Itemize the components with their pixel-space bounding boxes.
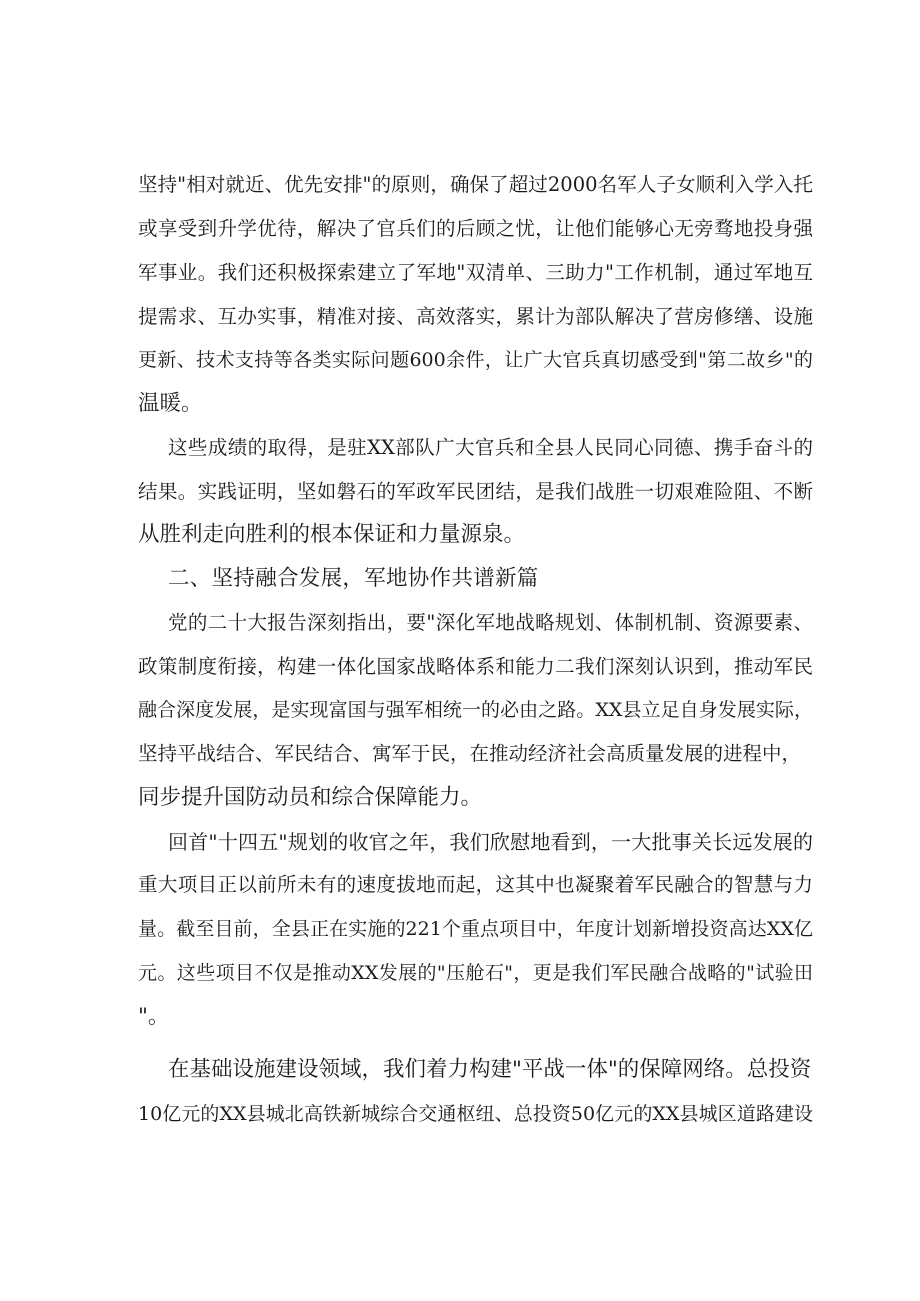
paragraph-2-line-2: 结果。实践证明，坚如磐石的军政军民团结，是我们战胜一切艰难险阻、不断 bbox=[138, 480, 813, 503]
paragraph-3-line-3: 融合深度发展，是实现富国与强军相统一的必由之路。XX县立足自身发展实际， bbox=[138, 699, 813, 721]
paragraph-4-line-1: 回首"十四五"规划的收官之年，我们欣慰地看到，一大批事关长远发展的 bbox=[168, 830, 813, 854]
paragraph-1-line-4: 提需求、互办实事，精准对接、高效落实，累计为部队解决了营房修缮、设施 bbox=[138, 305, 813, 328]
paragraph-1-line-3: 军事业。我们还积极探索建立了军地"双清单、三助力"工作机制，通过军地互 bbox=[138, 261, 813, 284]
paragraph-4-line-4: 元。这些项目不仅是推动XX发展的"压舱石"，更是我们军民融合战略的"试验田 bbox=[138, 962, 813, 984]
paragraph-3-line-5: 同步提升国防动员和综合保障能力。 bbox=[138, 785, 483, 810]
paragraph-2-line-1: 这些成绩的取得，是驻XX部队广大官兵和全县人民同心同德、携手奋斗的 bbox=[168, 436, 813, 459]
paragraph-4-line-2: 重大项目正以前所未有的速度拔地而起，这其中也凝聚着军民融合的智慧与力 bbox=[138, 873, 813, 896]
paragraph-1-line-2: 或享受到升学优待，解决了官兵们的后顾之忧，让他们能够心无旁骛地投身强 bbox=[138, 217, 813, 240]
paragraph-4-line-3: 量。截至目前，全县正在实施的221个重点项目中，年度计划新增投资高达XX亿 bbox=[138, 918, 813, 940]
section-heading: 二、坚持融合发展，军地协作共谱新篇 bbox=[168, 566, 539, 591]
paragraph-3-line-2: 政策制度衔接，构建一体化国家战略体系和能力二我们深刻认识到，推动军民 bbox=[138, 655, 813, 678]
paragraph-1-line-5: 更新、技术支持等各类实际问题600余件，让广大官兵真切感受到"第二故乡"的 bbox=[138, 349, 813, 371]
paragraph-3-line-4: 坚持平战结合、军民结合、寓军于民，在推动经济社会高质量发展的进程中， bbox=[138, 742, 802, 765]
paragraph-1-line-1: 坚持"相对就近、优先安排"的原则，确保了超过2000名军人子女顺利入学入托 bbox=[138, 173, 813, 196]
paragraph-5-line-1: 在基础设施建设领域，我们着力构建"平战一体"的保障网络。总投资 bbox=[168, 1057, 812, 1082]
paragraph-3-line-1: 党的二十大报告深刻指出，要"深化军地战略规划、体制机制、资源要素、 bbox=[168, 611, 813, 634]
paragraph-5-line-2: 10亿元的XX县城北高铁新城综合交通枢纽、总投资50亿元的XX县城区道路建设 bbox=[138, 1103, 813, 1125]
paragraph-4-line-5: "。 bbox=[138, 1004, 170, 1029]
paragraph-2-line-3: 从胜利走向胜利的根本保证和力量源泉。 bbox=[138, 522, 526, 547]
paragraph-1-line-6: 温暖。 bbox=[138, 391, 203, 416]
